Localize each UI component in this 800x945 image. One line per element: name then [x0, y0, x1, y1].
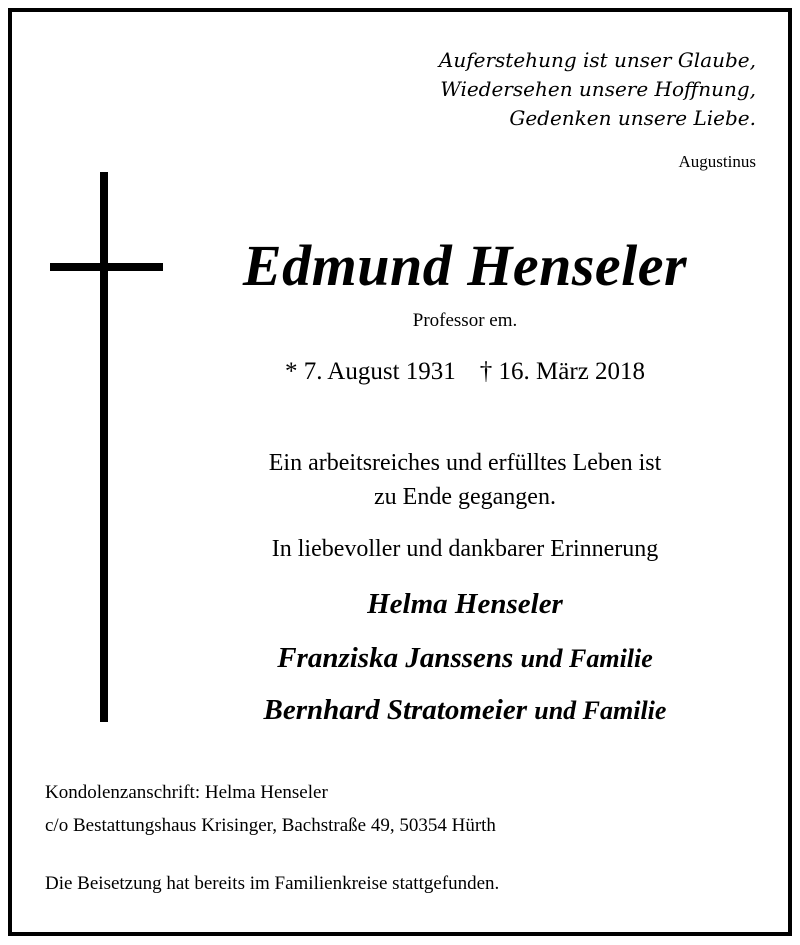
- message-line: zu Ende gegangen.: [374, 484, 556, 510]
- deceased-name: Edmund Henseler: [242, 233, 688, 298]
- mourner-suffix: und Familie: [534, 696, 667, 725]
- mourner-name: [170, 694, 760, 727]
- mourner-name-text: Helma Henseler: [367, 588, 563, 620]
- remembrance-line: In liebevoller und dankbarer Erinnerung: [271, 536, 659, 562]
- deceased-title: Professor em.: [412, 310, 518, 331]
- message-line: Ein arbeitsreiches und erfülltes Leben ist: [268, 450, 662, 476]
- death-date: † 16. März 2018: [479, 358, 646, 385]
- cross-icon-bar: [50, 263, 163, 271]
- quote-block: [439, 46, 756, 133]
- burial-note: Die Beisetzung hat bereits im Familienkreise stattgefunden.: [45, 873, 500, 894]
- mourner-suffix: und Familie: [520, 644, 653, 673]
- quote-line: Auferstehung ist unser Glaube,: [438, 48, 756, 72]
- message-text: [170, 446, 760, 514]
- mourner-name: [170, 642, 760, 675]
- life-dates: [170, 358, 760, 386]
- mourner-name-text: Franziska Janssens: [277, 642, 514, 674]
- quote-line: Gedenken unsere Liebe.: [509, 106, 756, 130]
- cross-icon: [100, 172, 108, 722]
- funeral-home-address: c/o Bestattungshaus Krisinger, Bachstraße 49, 50354 Hürth: [45, 815, 496, 836]
- mourner-name-text: Bernhard Stratomeier: [263, 694, 527, 726]
- mourner-name: [170, 588, 760, 621]
- quote-author: Augustinus: [678, 152, 756, 171]
- birth-date: * 7. August 1931: [284, 358, 456, 385]
- quote-line: Wiedersehen unsere Hoffnung,: [440, 77, 756, 101]
- condolence-address: Kondolenzanschrift: Helma Henseler: [45, 782, 328, 803]
